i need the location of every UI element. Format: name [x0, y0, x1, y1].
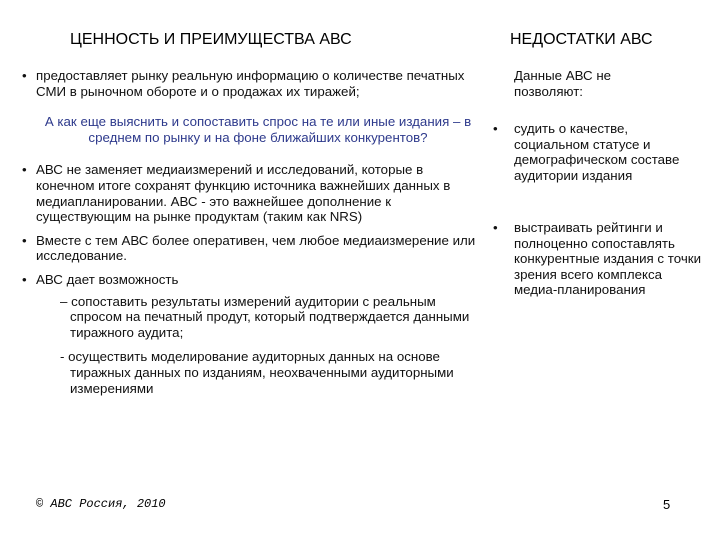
bullet-icon: •	[22, 162, 27, 178]
bullet-icon: •	[22, 232, 27, 248]
advantage-text: АВС дает возможность	[36, 271, 179, 287]
advantage-text: АВС не заменяет медиаизмерений и исследований, которые в конечном итоге сохранят функцию источника важнейших данных в медиапланировании. АВС - это важнейшее дополнение к существующим на рынке продуктам (таким как NRS)	[36, 162, 451, 225]
disadvantages-column	[493, 68, 708, 348]
advantage-item	[22, 162, 480, 224]
page-number: 5	[663, 497, 671, 512]
disadvantages-heading: НЕДОСТАТКИ АВС	[510, 31, 653, 48]
advantage-item	[22, 233, 480, 264]
advantage-text: Вместе с тем АВС более оперативен, чем любое медиаизмерение или исследование.	[36, 232, 476, 264]
advantage-item	[22, 68, 480, 99]
opportunity-subitem: – сопоставить результаты измерений аудитории с реальным спросом на печатный продут, который подтверждается данными тиражного аудита;	[60, 293, 470, 340]
bullet-icon: •	[493, 121, 498, 136]
disadvantages-intro: Данные АВС не позволяют:	[514, 68, 612, 99]
advantage-item	[22, 272, 480, 288]
advantages-heading: ЦЕННОСТЬ И ПРЕИМУЩЕСТВА АВС	[70, 31, 352, 48]
advantage-text: предоставляет рынку реальную информацию о количестве печатных СМИ в рыночном обороте и о продажах их тиражей;	[36, 68, 465, 99]
bullet-icon: •	[493, 220, 498, 235]
bullet-icon: •	[22, 68, 27, 83]
advantages-column	[22, 68, 480, 396]
disadvantage-item: судить о качестве, социальном статусе и демографическом составе аудитории издания	[514, 121, 680, 183]
question-callout: А как еще выяснить и сопоставить спрос на те или иные издания – в среднем по рынку и на фоне ближайших конкурентов?	[44, 114, 472, 145]
copyright-footer: © АВС Россия, 2010	[36, 497, 166, 511]
bullet-icon: •	[22, 271, 27, 287]
disadvantage-item: выстраивать рейтинги и полноценно сопоставлять конкурентные издания с точки зрения всего комплекса медиа-планирования	[514, 220, 701, 297]
opportunity-subitem: - осуществить моделирование аудиторных данных на основе тиражных данных по изданиям, неохваченными аудиторными измерениями	[60, 349, 454, 396]
